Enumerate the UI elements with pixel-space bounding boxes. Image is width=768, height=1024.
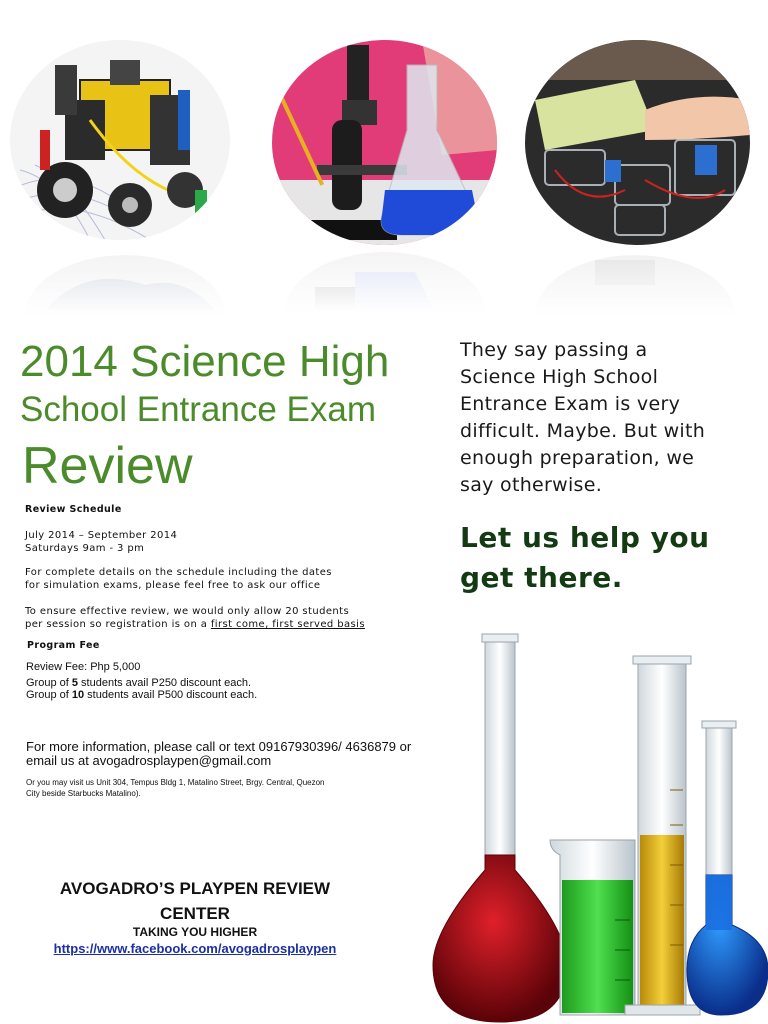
cta-line-1: Let us help you <box>460 521 710 554</box>
group-10-prefix: Group of <box>26 689 72 701</box>
group-10-discount <box>26 689 257 702</box>
quote-line-2: Science High School <box>460 366 659 388</box>
group-10-suffix: students avail P500 discount each. <box>84 689 258 701</box>
lego-robot-illustration <box>10 40 230 240</box>
session-limit-text: per session so registration is on a <box>25 619 211 630</box>
address-line-1: Or you may visit us Unit 304, Tempus Bldg 1, Matalino Street, Brgy. Central, Quezon <box>26 778 325 787</box>
circuit-reflection <box>535 255 735 315</box>
quote-line-4: difficult. Maybe. But with <box>460 420 706 442</box>
contact-line-2: email us at avogadrosplaypen@gmail.com <box>26 753 272 768</box>
schedule-times: Saturdays 9am - 3 pm <box>25 543 145 554</box>
quote-line-5: enough preparation, we <box>460 447 695 469</box>
session-limit-line-2 <box>25 618 365 631</box>
group-5-prefix: Group of <box>26 677 72 689</box>
review-center-name <box>40 876 350 926</box>
contact-line-1: For more information, please call or text 09167930396/ 4636879 or <box>26 739 412 754</box>
quote-line-6: say otherwise. <box>460 474 603 496</box>
tagline: TAKING YOU HIGHER <box>132 925 258 939</box>
robot-reflection <box>25 255 225 315</box>
review-schedule-heading: Review Schedule <box>25 504 122 515</box>
microscope-illustration <box>272 40 497 245</box>
program-fee-heading: Program Fee <box>27 640 100 651</box>
group-10-count: 10 <box>71 689 85 701</box>
group-5-suffix: students avail P250 discount each. <box>77 677 252 689</box>
circuit-illustration <box>525 40 750 245</box>
quote-line-3: Entrance Exam is very <box>460 393 681 415</box>
title-line-1: 2014 Science High <box>20 337 390 386</box>
review-fee: Review Fee: Php 5,000 <box>26 661 141 673</box>
quote-line-1: They say passing a <box>460 339 648 361</box>
center-name-line-1: AVOGADRO’S PLAYPEN REVIEW <box>59 879 331 898</box>
circuit-photo <box>525 40 750 245</box>
group-5-count: 5 <box>71 677 78 689</box>
intro-quote <box>460 337 750 499</box>
microscope-reflection <box>285 252 485 312</box>
title-line-3: Review <box>22 437 193 495</box>
address-line-2: City beside Starbucks Matalino). <box>26 789 141 798</box>
title-line-2: School Entrance Exam <box>20 390 377 429</box>
lab-glassware-illustration <box>425 630 768 1024</box>
cta-line-2: get there. <box>460 561 623 594</box>
facebook-link[interactable]: https://www.facebook.com/avogadrosplaypen <box>53 941 337 956</box>
schedule-details-line-2: for simulation exams, please feel free to ask our office <box>25 580 321 591</box>
session-limit-line-1: To ensure effective review, we would only allow 20 students <box>25 606 350 617</box>
schedule-details-line-1: For complete details on the schedule including the dates <box>25 567 332 578</box>
center-name-line-2: CENTER <box>160 904 230 923</box>
microscope-photo <box>272 40 497 245</box>
first-come-first-served-text: first come, first served basis <box>210 619 365 630</box>
schedule-dates: July 2014 – September 2014 <box>25 530 178 541</box>
robot-photo <box>10 40 230 240</box>
call-to-action <box>460 518 745 598</box>
